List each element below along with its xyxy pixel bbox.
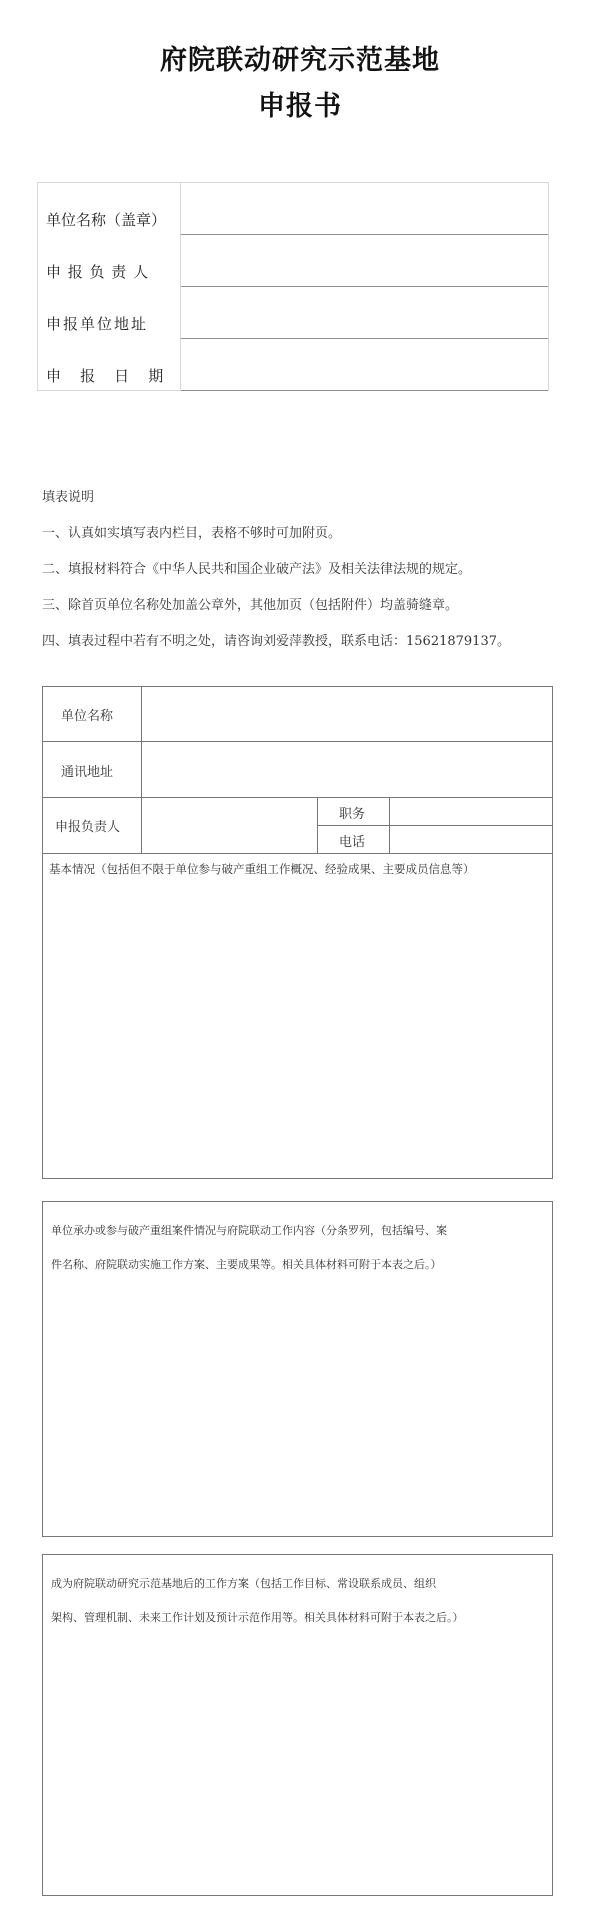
cover-label-address: 申报单位地址: [46, 315, 149, 333]
unit-name-input[interactable]: [142, 687, 552, 741]
cover-row-date: [38, 339, 548, 391]
instruction-item: 一、认真如实填写表内栏目，表格不够时可加附页。: [42, 526, 342, 541]
basic-info-label: 基本情况（包括但不限于单位参与破产重组工作概况、经验成果、主要成员信息等）: [49, 862, 475, 876]
document-subtitle: 申报书: [258, 91, 342, 122]
cover-row-leader: [38, 235, 548, 287]
position-label: 职务: [339, 807, 366, 822]
instruction-item: 三、除首页单位名称处加盖公章外，其他加页（包括附件）均盖骑缝章。: [42, 598, 459, 613]
case-work-description: 单位承办或参与破产重组案件情况与府院联动工作内容（分条罗列，包括编号、案 件名称、府院联动实施工作方案、主要成果等。相关具体材料可附于本表之后。）: [51, 1224, 447, 1271]
date-field[interactable]: [181, 390, 548, 391]
unit-name-label: 单位名称: [61, 709, 114, 724]
form-row-divider: [43, 853, 552, 854]
application-form-table: [42, 686, 553, 1179]
phone-input[interactable]: [390, 826, 552, 853]
leader-label: 申报负责人: [55, 820, 121, 835]
instructions-heading: 填表说明: [42, 490, 95, 505]
form-col-divider: [317, 797, 318, 853]
case-work-section[interactable]: [42, 1201, 553, 1537]
cover-info-table: [37, 182, 549, 391]
basic-info-input[interactable]: [43, 883, 552, 1178]
cover-label-unit-name: 单位名称（盖章）: [46, 211, 167, 229]
instruction-item: 二、填报材料符合《中华人民共和国企业破产法》及相关法律法规的规定。: [42, 562, 472, 577]
work-plan-description: 成为府院联动研究示范基地后的工作方案（包括工作目标、常设联系成员、组织 架构、管理机制、未来工作计划及预计示范作用等。相关具体材料可附于本表之后。）: [51, 1577, 464, 1624]
document-title: 府院联动研究示范基地: [160, 45, 440, 76]
work-plan-section[interactable]: [42, 1554, 553, 1896]
cover-row-unit-name: [38, 183, 548, 235]
phone-label: 电话: [339, 835, 366, 850]
instruction-item: 四、填表过程中若有不明之处，请咨询刘爱萍教授，联系电话：15621879137。: [42, 634, 510, 649]
address-label: 通讯地址: [61, 765, 114, 780]
leader-input[interactable]: [142, 798, 317, 853]
cover-label-leader: 申 报 负 责 人: [46, 263, 150, 281]
address-input[interactable]: [142, 742, 552, 797]
position-input[interactable]: [390, 798, 552, 825]
cover-label-date: 申 报 日 期: [46, 367, 164, 385]
cover-row-address: [38, 287, 548, 339]
